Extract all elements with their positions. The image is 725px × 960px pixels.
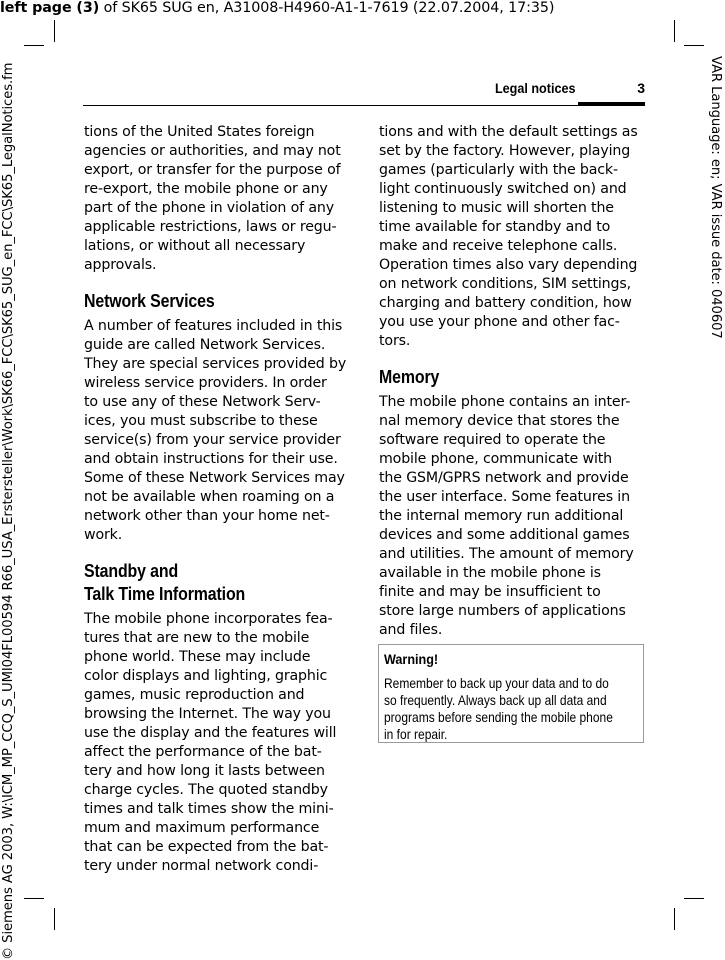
- heading-memory: Memory: [379, 366, 440, 387]
- warning-box: [378, 644, 644, 743]
- left-column: [84, 123, 364, 876]
- warning-body: Remember to back up your data and to do so frequently. Always back up all data and programs before sending the mobile phone in for repair.: [384, 676, 613, 742]
- crop-mark: [24, 45, 44, 46]
- slug-page-ref: left page (3): [0, 0, 100, 16]
- crop-mark: [24, 898, 44, 899]
- print-slug: [0, 0, 554, 16]
- right-column: [379, 123, 659, 640]
- network-services-paragraph: A number of features included in this guide are called Network Services. They are special services provided by wireless service providers. In order to use any of these Network Serv- ices, you must subscribe to these service(s) from your service provider and obtain instructions for their use. Some of these Network Services may not be available when roaming on a network other than your home net- work.: [84, 318, 347, 543]
- running-header-title: Legal notices: [494, 80, 575, 96]
- crop-mark: [54, 908, 55, 930]
- warning-title: Warning!: [384, 651, 439, 667]
- slug-file-info: of SK65 SUG en, A31008-H4960-A1-1-7619 (22.07.2004, 17:35): [99, 0, 555, 16]
- memory-paragraph: The mobile phone contains an inter- nal memory device that stores the software required to operate the mobile phone, communicate with the GSM/GPRS network and provide the user interface. Some features in the internal memory run additional devices and some additional games and utilities. The amount of memory available in the mobile phone is finite and may be insufficient to store large numbers of applications and files.: [379, 394, 634, 638]
- copyright-path-margin: © Siemens AG 2003, W:\ICM_MP_CCQ_S_UMI04FL00594 R66_USA_Erstersteller\Work\SK66_FCC\SK65_SUG_en_FCC\SK65_LegalNotices.fm: [1, 62, 16, 960]
- standby-continued-paragraph: tions and with the default settings as set by the factory. However, playing games (particularly with the back- light continuously switched on) and listening to music will shorten the time available for standby and to make and receive telephone calls. Operation times also vary depending on network conditions, SIM settings, charging and battery condition, how you use your phone and other fac- tors.: [379, 124, 638, 349]
- standby-paragraph: The mobile phone incorporates fea- tures that are new to the mobile phone world. These may include color displays and lighting, graphic games, music reproduction and browsing the Internet. The way you use the display and the features will affect the performance of the bat- tery and how long it lasts between charge cycles. The quoted standby times and talk times show the mini- mum and maximum performance that can be expected from the bat- tery under normal network condi-: [84, 611, 337, 874]
- intro-paragraph: tions of the United States foreign agencies or authorities, and may not export, or transfer for the purpose of re-export, the mobile phone or any part of the phone in violation of any applicable restrictions, laws or regu- lations, or without all necessary approvals.: [84, 124, 341, 273]
- header-rule: [83, 105, 645, 106]
- heading-network-services: Network Services: [84, 290, 215, 311]
- page-number: 3: [637, 80, 645, 96]
- crop-mark: [684, 898, 704, 899]
- var-language-margin: VAR Language: en; VAR issue date: 040607: [708, 56, 723, 339]
- header-tab-bar: [578, 102, 645, 106]
- crop-mark: [674, 908, 675, 930]
- heading-standby-talk-time: Standby and Talk Time Information: [84, 560, 246, 604]
- crop-mark: [684, 45, 704, 46]
- crop-mark: [674, 20, 675, 42]
- crop-mark: [54, 20, 55, 42]
